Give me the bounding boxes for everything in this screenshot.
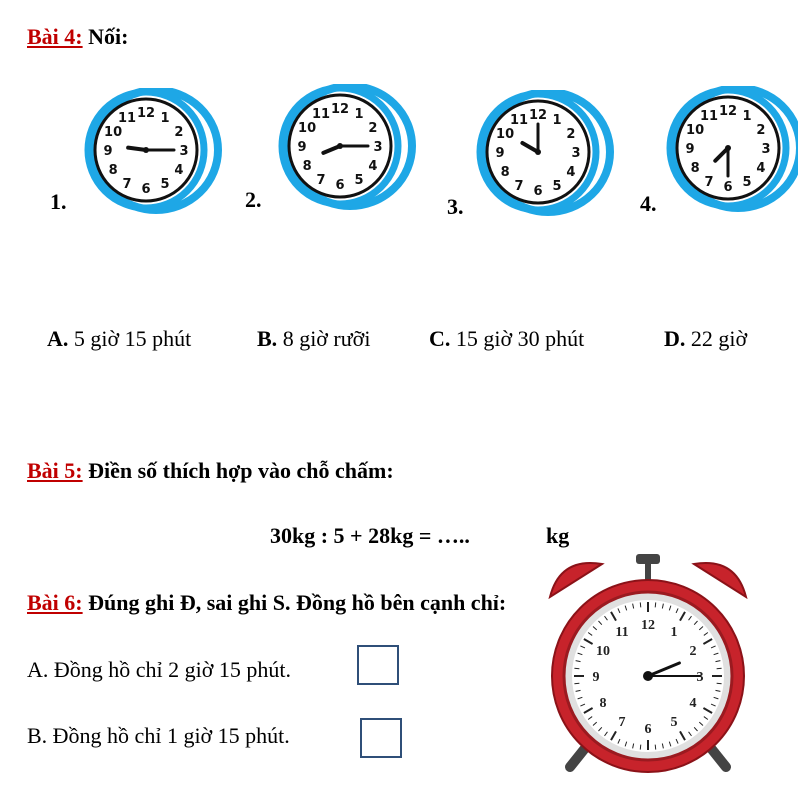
option-b-letter: B. <box>257 326 278 351</box>
clock-number-2: 2. <box>245 187 262 212</box>
clock-numeral: 4 <box>174 163 184 178</box>
clock-numeral: 3 <box>761 142 771 157</box>
clock-numeral: 10 <box>595 644 610 659</box>
clock-numeral: 11 <box>509 113 529 129</box>
clock-numeral: 3 <box>179 144 189 159</box>
clock-numeral: 6 <box>533 184 543 199</box>
option-a-text: 5 giờ 15 phút <box>73 326 192 351</box>
clock-numeral: 3 <box>373 140 383 155</box>
bai5-unit: kg <box>546 523 570 548</box>
clock-numeral: 4 <box>756 161 766 176</box>
option-d-text: 22 giờ <box>690 326 748 351</box>
clock-numeral: 8 <box>599 696 607 711</box>
statement-a: A. Đồng hồ chỉ 2 giờ 15 phút. <box>27 657 292 682</box>
blue-wall-clock-icon <box>78 88 228 218</box>
clock-numeral: 6 <box>141 182 151 197</box>
blue-wall-clock-icon <box>470 90 620 220</box>
clock-numeral: 1 <box>670 624 678 640</box>
clock-numeral: 2 <box>174 125 184 140</box>
clock-numeral: 11 <box>699 109 719 125</box>
clock-numeral: 5 <box>354 172 364 188</box>
answer-box-a[interactable] <box>357 645 399 685</box>
clock-numeral: 7 <box>618 715 626 731</box>
clock-numeral: 6 <box>335 178 345 193</box>
clock-numeral: 12 <box>718 104 738 119</box>
clock-numeral: 8 <box>500 165 510 180</box>
clock-numeral: 5 <box>670 715 678 731</box>
clock-numeral: 12 <box>330 102 350 117</box>
bai4-title: Nối: <box>88 24 129 49</box>
clock-numeral: 1 <box>742 109 752 125</box>
clock-numeral: 3 <box>696 670 704 685</box>
clock-numeral: 1 <box>552 113 562 129</box>
bai5-title: Điền số thích hợp vào chỗ chấm: <box>88 458 394 483</box>
bai6-title: Đúng ghi Đ, sai ghi S. Đồng hồ bên cạnh chỉ: <box>88 590 507 615</box>
clock-numeral: 8 <box>302 159 312 174</box>
clock-numeral: 1 <box>160 111 170 127</box>
clock-numeral: 2 <box>566 127 576 142</box>
option-a-letter: A. <box>47 326 69 351</box>
answer-box-b[interactable] <box>360 718 402 758</box>
clock-numeral: 7 <box>122 176 132 192</box>
blue-wall-clock-icon <box>660 86 798 216</box>
clock-numeral: 1 <box>354 107 364 123</box>
clock-numeral: 11 <box>117 111 137 127</box>
option-d <box>664 326 747 352</box>
clock-numeral: 4 <box>368 159 378 174</box>
clock-numeral: 2 <box>689 644 697 659</box>
option-c <box>429 326 614 352</box>
clock-numeral: 9 <box>297 140 307 155</box>
clock-numeral: 2 <box>756 123 766 138</box>
clock-numeral: 5 <box>552 178 562 194</box>
option-c-letter: C. <box>429 326 451 351</box>
clock-numeral: 12 <box>528 108 548 123</box>
clock-numeral: 9 <box>685 142 695 157</box>
clock-numeral: 7 <box>316 172 326 188</box>
clock-numeral: 10 <box>686 123 705 138</box>
clock-numeral: 9 <box>592 670 600 685</box>
clock-numeral: 2 <box>368 121 378 136</box>
clock-numeral: 12 <box>641 618 655 633</box>
clock-numeral: 11 <box>615 624 629 640</box>
red-alarm-clock-icon <box>540 552 780 782</box>
bai4-label: Bài 4: <box>27 24 83 49</box>
option-c-text: 15 giờ 30 phút <box>455 326 585 351</box>
clock-numeral: 8 <box>690 161 700 176</box>
clock-number-1: 1. <box>50 189 67 214</box>
clock-numeral: 12 <box>136 106 156 121</box>
bai4-heading <box>27 24 128 50</box>
bai5-expression: 30kg : 5 + 28kg = ….. <box>270 523 470 548</box>
clock-numeral: 10 <box>298 121 317 136</box>
bai6-label: Bài 6: <box>27 590 83 615</box>
clock-numeral: 5 <box>160 176 170 192</box>
clock-numeral: 9 <box>103 144 113 159</box>
option-a <box>47 326 220 352</box>
clock-numeral: 3 <box>571 146 581 161</box>
bai5-heading <box>27 458 394 484</box>
clock-numeral: 11 <box>311 107 331 123</box>
clock-numeral: 10 <box>496 127 515 142</box>
bai6-heading <box>27 590 520 616</box>
clock-numeral: 8 <box>108 163 118 178</box>
bai5-label: Bài 5: <box>27 458 83 483</box>
option-b <box>257 326 397 352</box>
option-b-text: 8 giờ rưỡi <box>282 326 371 351</box>
clock-number-4: 4. <box>640 191 657 216</box>
clock-numeral: 9 <box>495 146 505 161</box>
clock-numeral: 6 <box>644 722 652 737</box>
clock-numeral: 4 <box>566 165 576 180</box>
clock-numeral: 7 <box>704 174 714 190</box>
clock-numeral: 4 <box>689 696 697 711</box>
statement-b: B. Đồng hồ chỉ 1 giờ 15 phút. <box>27 723 290 748</box>
clock-numeral: 5 <box>742 174 752 190</box>
clock-numeral: 6 <box>723 180 733 195</box>
clock-numeral: 10 <box>104 125 123 140</box>
option-d-letter: D. <box>664 326 686 351</box>
clock-number-3: 3. <box>447 194 464 219</box>
clock-numeral: 7 <box>514 178 524 194</box>
blue-wall-clock-icon <box>272 84 422 214</box>
